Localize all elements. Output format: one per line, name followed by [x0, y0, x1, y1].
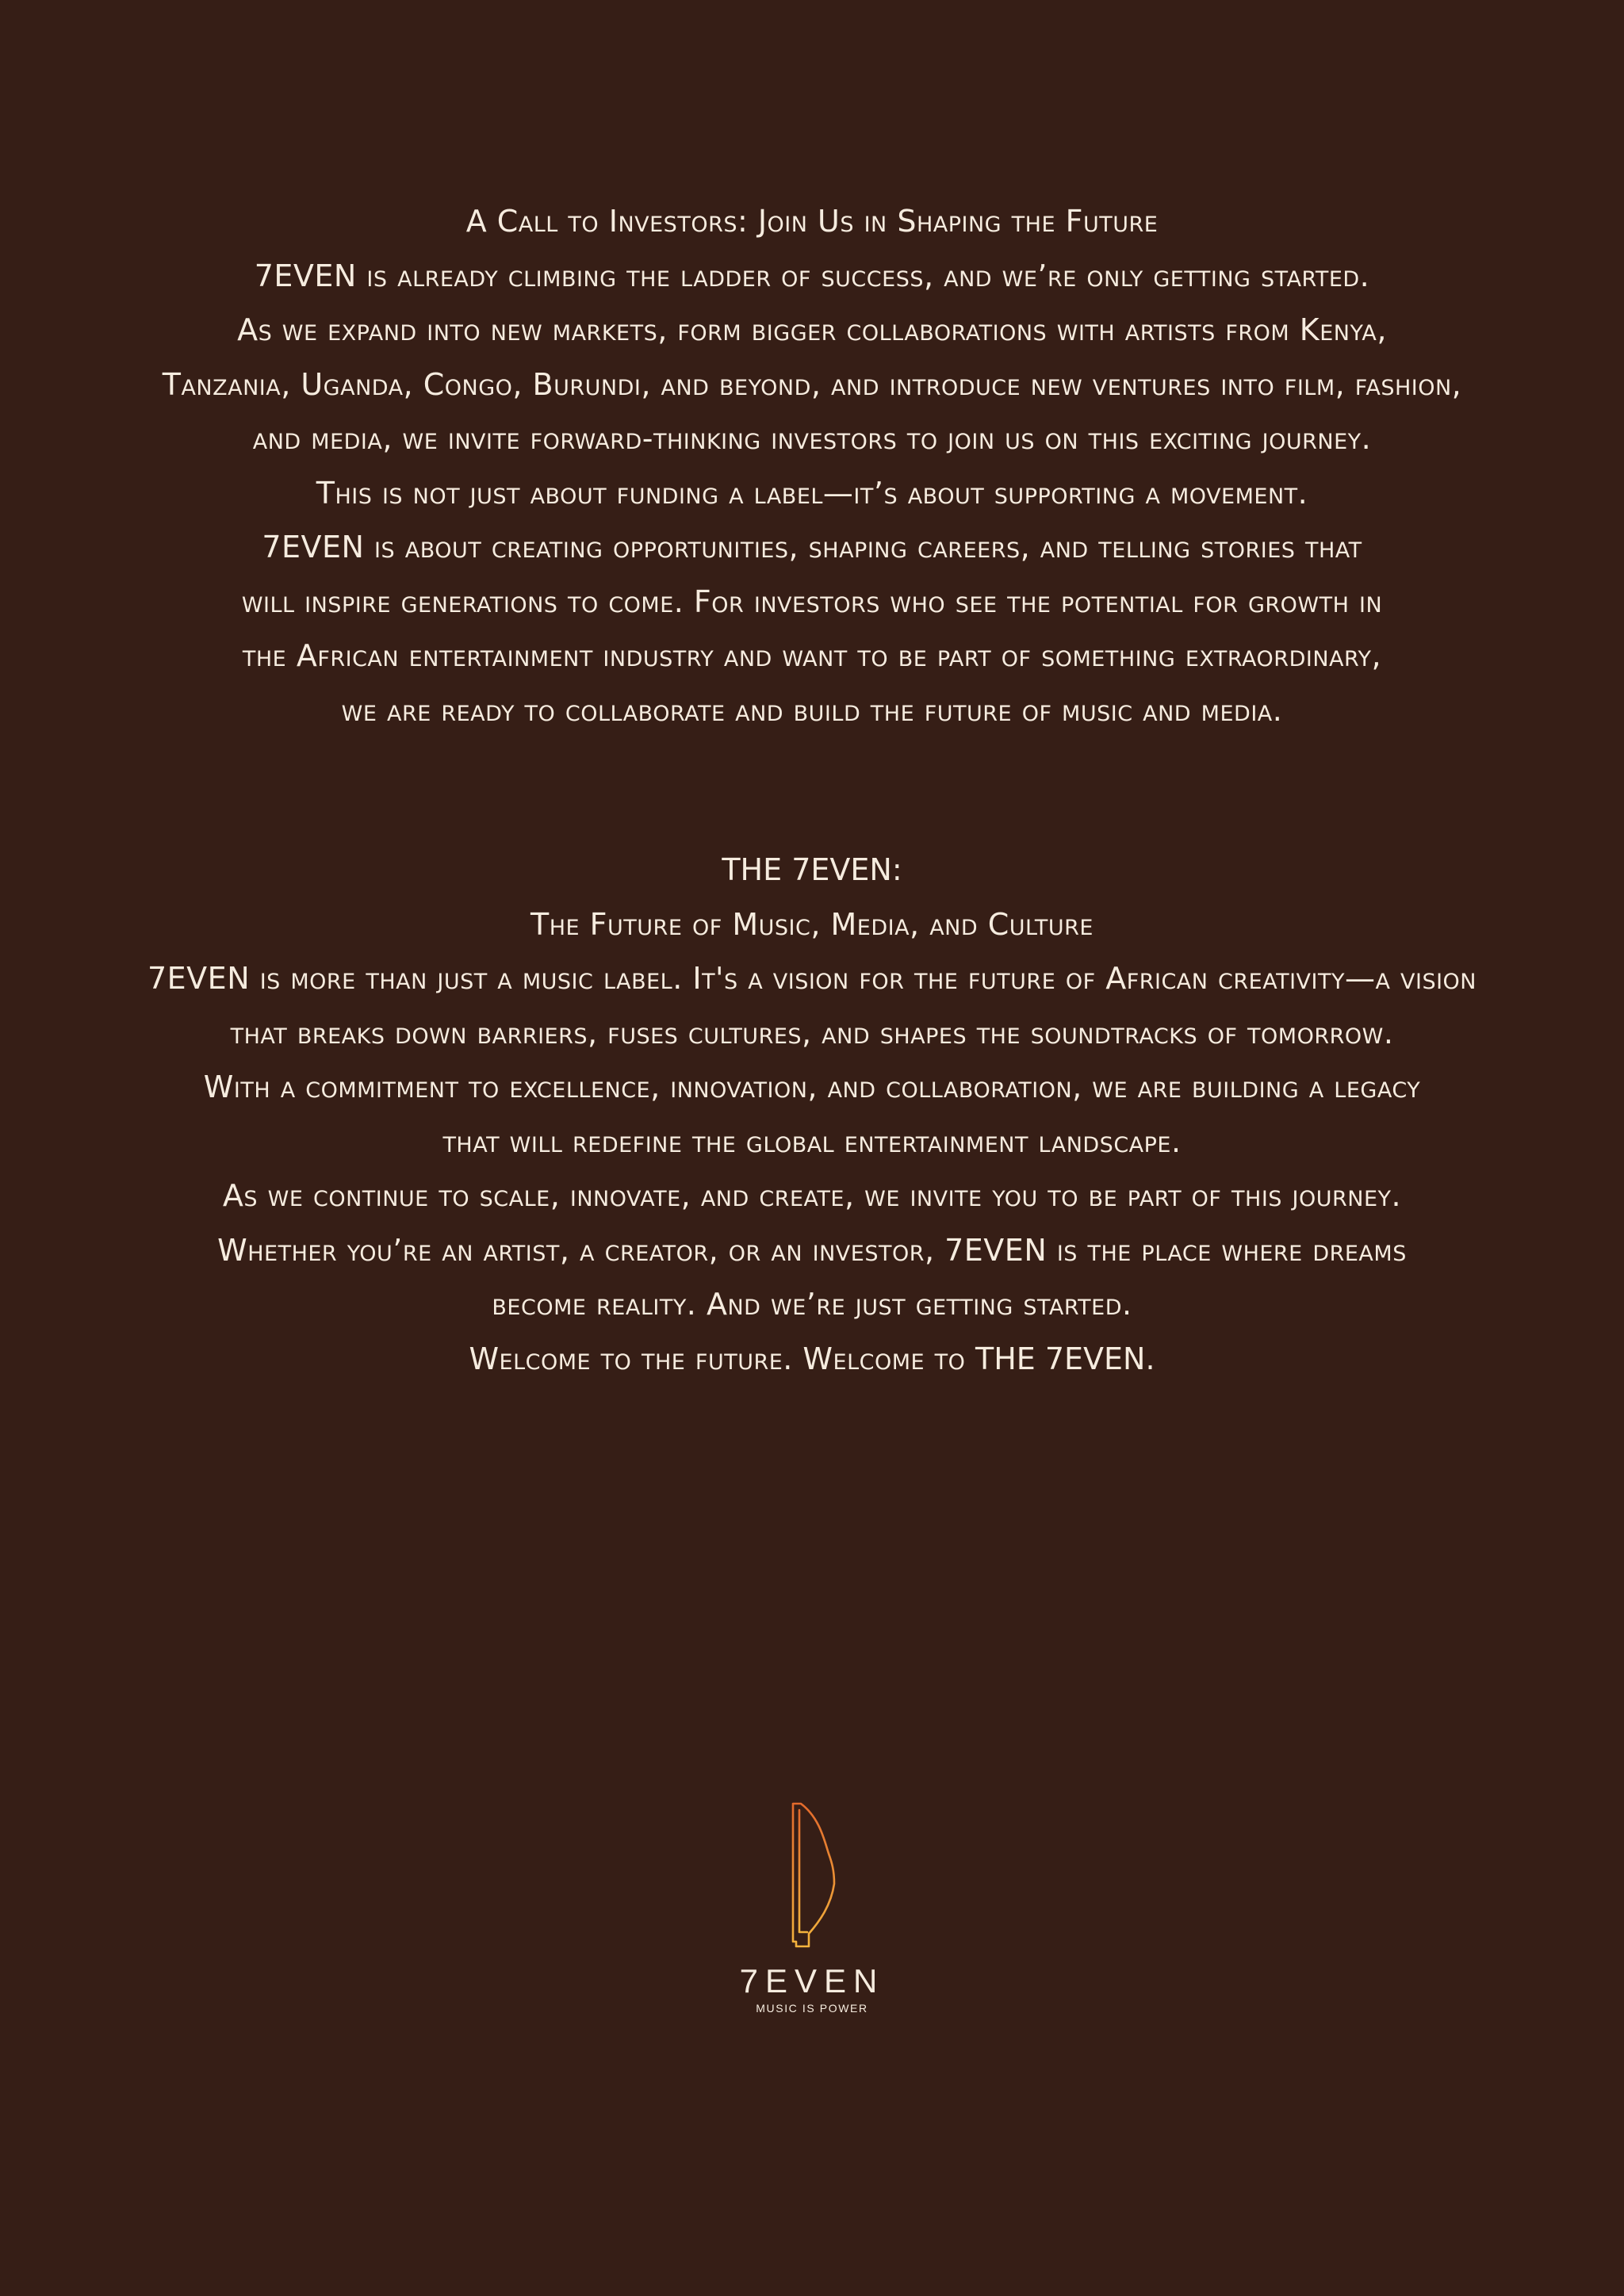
future-closing-text: Welcome to the future. Welcome to: [469, 1341, 975, 1376]
investors-line-8: the African entertainment industry and want to be part of something extraordinary,: [242, 638, 1382, 673]
future-heading: [0, 843, 1624, 897]
future-heading-prefix: THE: [722, 852, 792, 887]
brand-logo-svg: [739, 1804, 885, 2022]
investors-line-5: This is not just about funding a label—it’s about supporting a movement.: [316, 475, 1308, 511]
future-line-5: As we continue to scale, innovate, and create, we invite you to be part of this journey.: [222, 1178, 1402, 1213]
logo-wordmark: 7EVEN: [739, 1962, 885, 1999]
brand-logo: [739, 1804, 885, 2022]
investors-line-4: and media, we invite forward-thinking investors to join us on this exciting journey.: [252, 421, 1372, 456]
investors-section: [0, 194, 1624, 737]
future-subtitle: The Future of Music, Media, and Culture: [530, 906, 1094, 942]
future-line-7: become reality. And we’re just getting started.: [492, 1287, 1132, 1322]
future-section: [0, 843, 1624, 1386]
investors-line-2: As we expand into new markets, form bigger collaborations with artists from Kenya,: [237, 312, 1387, 347]
harp-icon: [793, 1804, 834, 1946]
investors-line-6: 7EVEN is about creating opportunities, shaping careers, and telling stories that: [262, 530, 1362, 564]
investors-title: A Call to Investors: Join Us in Shaping the Future: [465, 204, 1159, 239]
investors-line-9: we are ready to collaborate and build the future of music and media.: [341, 692, 1283, 728]
logo-tagline: MUSIC IS POWER: [756, 2002, 868, 2015]
future-line-2: that breaks down barriers, fuses cultures, and shapes the soundtracks of tomorrow.: [230, 1015, 1394, 1050]
future-closing: [0, 1332, 1624, 1387]
future-closing-brand: THE 7EVEN.: [975, 1341, 1155, 1376]
future-line-1: 7EVEN is more than just a music label. It's a vision for the future of African creativity—a vision: [147, 961, 1477, 996]
investors-line-3: Tanzania, Uganda, Congo, Burundi, and beyond, and introduce new ventures into film, fashion,: [162, 366, 1462, 402]
investors-line-1: 7EVEN is already climbing the ladder of success, and we’re only getting started.: [254, 258, 1370, 293]
future-heading-brand: 7EVEN:: [791, 852, 902, 887]
future-line-6: Whether you’re an artist, a creator, or an investor, 7EVEN is the place where dreams: [217, 1232, 1407, 1268]
future-line-3: With a commitment to excellence, innovation, and collaboration, we are building a legacy: [203, 1070, 1421, 1104]
investors-line-7: will inspire generations to come. For investors who see the potential for growth in: [241, 584, 1383, 619]
future-line-4: that will redefine the global entertainment landscape.: [442, 1123, 1182, 1159]
